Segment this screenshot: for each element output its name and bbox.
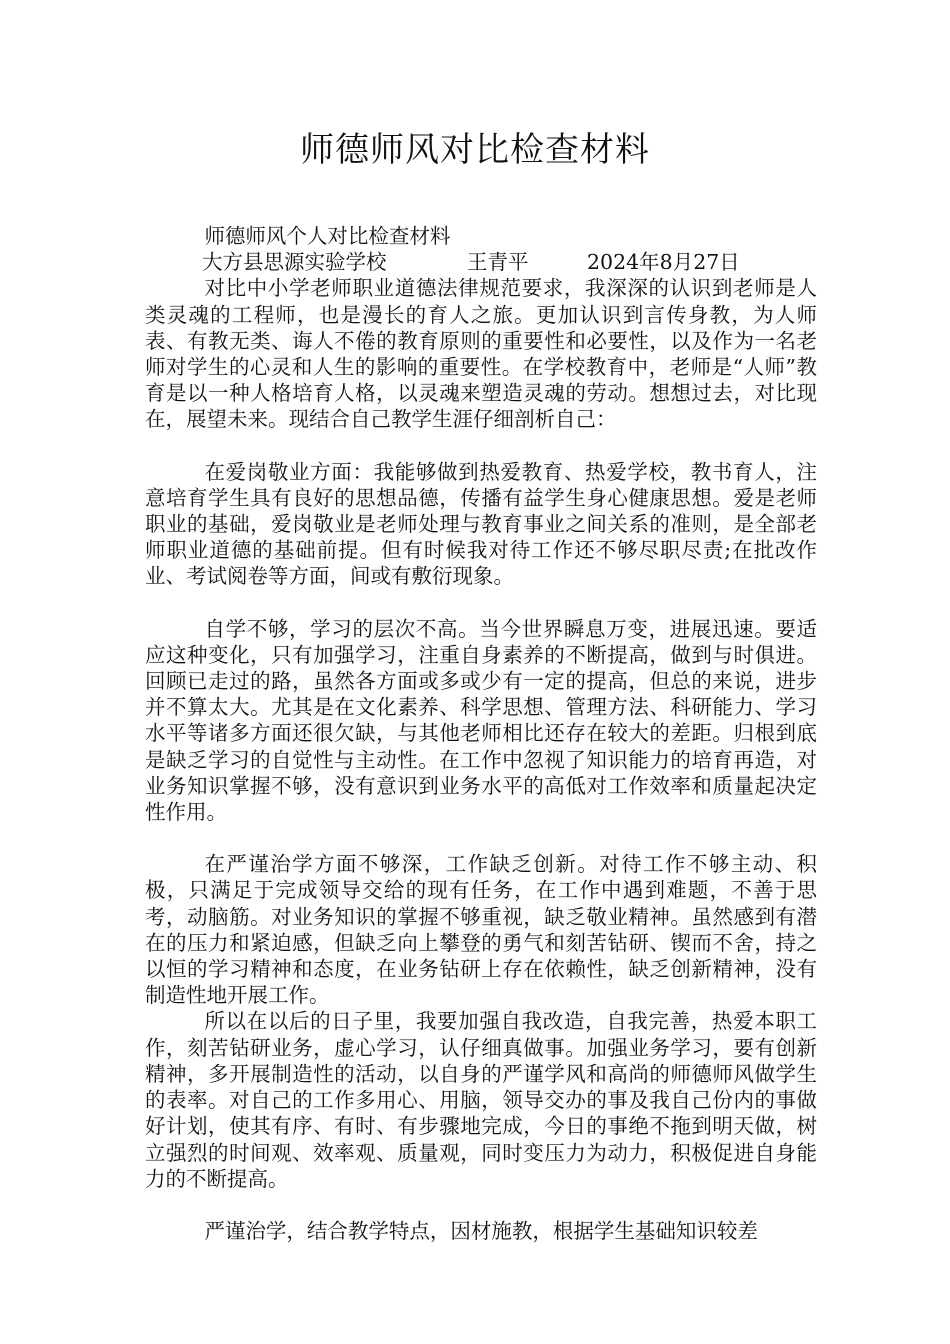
author-line bbox=[145, 249, 817, 275]
school-name: 大方县思源实验学校 bbox=[202, 250, 387, 275]
document-subtitle: 师德师风个人对比检查材料 bbox=[204, 224, 451, 248]
paragraph: 严谨治学，结合教学特点，因材施教，根据学生基础知识较差 bbox=[204, 1218, 758, 1243]
paragraph: 所以在以后的日子里，我要加强自我改造，自我完善，热爱本职工作，刻苦钻研业务，虚心学习，认仔细真做事。加强业务学习，要有创新精神，多开展制造性的活动，以自身的严谨学风和高尚的师德师风做学生的表率。对自己的工作多用心、用脑，领导交办的事及我自己份内的事做好计划，使其有序、有时、有步骤地完成，今日的事绝不拖到明天做，树立强烈的时间观、效率观、质量观，同时变压力为动力，积极促进自身能力的不断提高。 bbox=[145, 1009, 817, 1191]
paragraph: 在爱岗敬业方面：我能够做到热爱教育、热爱学校，教书育人，注意培育学生具有良好的思想品德，传播有益学生身心健康思想。爱是老师职业的基础，爱岗敬业是老师处理与教育事业之间关系的准则，是全部老师职业道德的基础前提。但有时候我对待工作还不够尽职尽责;在批改作业、考试阅卷等方面，间或有敷衍现象。 bbox=[145, 459, 817, 589]
paragraph: 在严谨治学方面不够深，工作缺乏创新。对待工作不够主动、积极，只满足于完成领导交给的现有任务，在工作中遇到难题，不善于思考，动脑筋。对业务知识的掌握不够重视，缺乏敬业精神。虽然感到有潜在的压力和紧迫感，但缺乏向上攀登的勇气和刻苦钻研、锲而不舍，持之以恒的学习精神和态度，在业务钻研上存在依赖性，缺乏创新精神，没有制造性地开展工作。 bbox=[145, 852, 817, 1008]
author-name: 王青平 bbox=[467, 250, 529, 275]
document-date: 2024年8月27日 bbox=[587, 250, 740, 275]
paragraph: 对比中小学老师职业道德法律规范要求，我深深的认识到老师是人类灵魂的工程师，也是漫长的育人之旅。更加认识到言传身教，为人师表、有教无类、诲人不倦的教育原则的重要性和必要性，以及作为一名老师对学生的心灵和人生的影响的重要性。在学校教育中，老师是“人师”教育是以一种人格培育人格，以灵魂来塑造灵魂的劳动。想想过去，对比现在，展望未来。现结合自己教学生涯仔细剖析自己： bbox=[145, 276, 817, 432]
document-body bbox=[145, 223, 817, 1244]
document-title: 师德师风对比检查材料 bbox=[300, 130, 650, 170]
paragraph: 自学不够，学习的层次不高。当今世界瞬息万变，进展迅速。要适应这种变化，只有加强学习，注重自身素养的不断提高，做到与时俱进。回顾已走过的路，虽然各方面或多或少有一定的提高，但总的来说，进步并不算太大。尤其是在文化素养、科学思想、管理方法、科研能力、学习水平等诸多方面还很欠缺，与其他老师相比还存在较大的差距。归根到底是缺乏学习的自觉性与主动性。在工作中忽视了知识能力的培育再造，对业务知识掌握不够，没有意识到业务水平的高低对工作效率和质量起决定性作用。 bbox=[145, 616, 817, 825]
